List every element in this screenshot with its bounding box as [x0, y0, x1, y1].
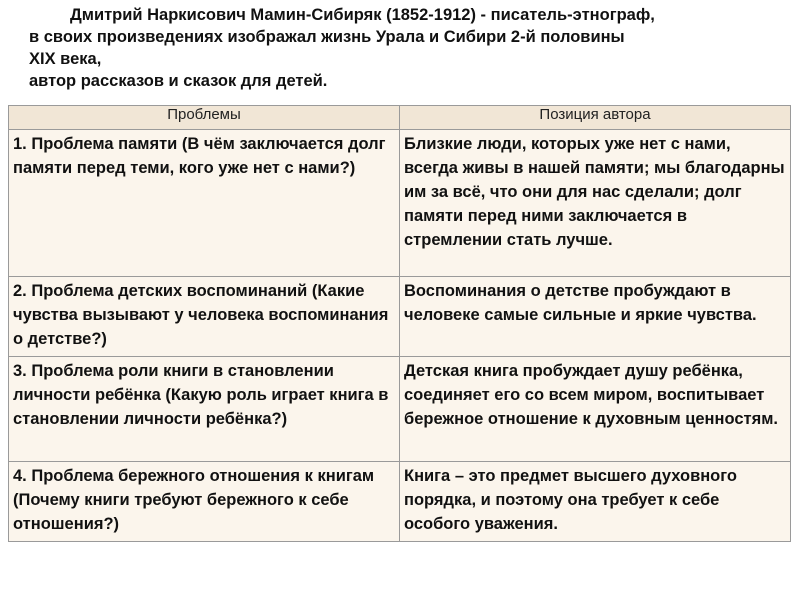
column-header-author-position: Позиция автора	[400, 106, 791, 130]
header-line-4: автор рассказов и сказок для детей.	[29, 72, 328, 90]
table-header-row	[9, 106, 791, 130]
column-header-problems: Проблемы	[9, 106, 400, 130]
table-row	[9, 277, 791, 357]
table-row	[9, 462, 791, 542]
position-cell: Воспоминания о детстве пробуждают в человеке самые сильные и яркие чувства.	[400, 277, 791, 357]
header-line-1: Дмитрий Наркисович Мамин-Сибиряк (1852-1912) - писатель-этнограф,	[70, 6, 655, 24]
problem-cell: 2. Проблема детских воспоминаний (Какие чувства вызывают у человека воспоминания о детстве?)	[9, 277, 400, 357]
table-row	[9, 357, 791, 462]
position-cell: Детская книга пробуждает душу ребёнка, соединяет его со всем миром, воспитывает бережное отношение к духовным ценностям.	[400, 357, 791, 462]
position-cell: Близкие люди, которых уже нет с нами, всегда живы в нашей памяти; мы благодарны им за всё, что они для нас сделали; долг памяти перед ними заключается в стремлении стать лучше.	[400, 130, 791, 277]
header-line-3: XIX века,	[29, 50, 102, 68]
position-cell: Книга – это предмет высшего духовного порядка, и поэтому она требует к себе особого уважения.	[400, 462, 791, 542]
problem-cell: 1. Проблема памяти (В чём заключается долг памяти перед теми, кого уже нет с нами?)	[9, 130, 400, 277]
problems-table	[8, 105, 791, 542]
table-row	[9, 130, 791, 277]
problem-cell: 3. Проблема роли книги в становлении личности ребёнка (Какую роль играет книга в становлении личности ребёнка?)	[9, 357, 400, 462]
header-line-2: в своих произведениях изображал жизнь Урала и Сибири 2-й половины	[29, 28, 625, 46]
problem-cell: 4. Проблема бережного отношения к книгам (Почему книги требуют бережного к себе отношения?)	[9, 462, 400, 542]
document-header	[29, 4, 789, 92]
